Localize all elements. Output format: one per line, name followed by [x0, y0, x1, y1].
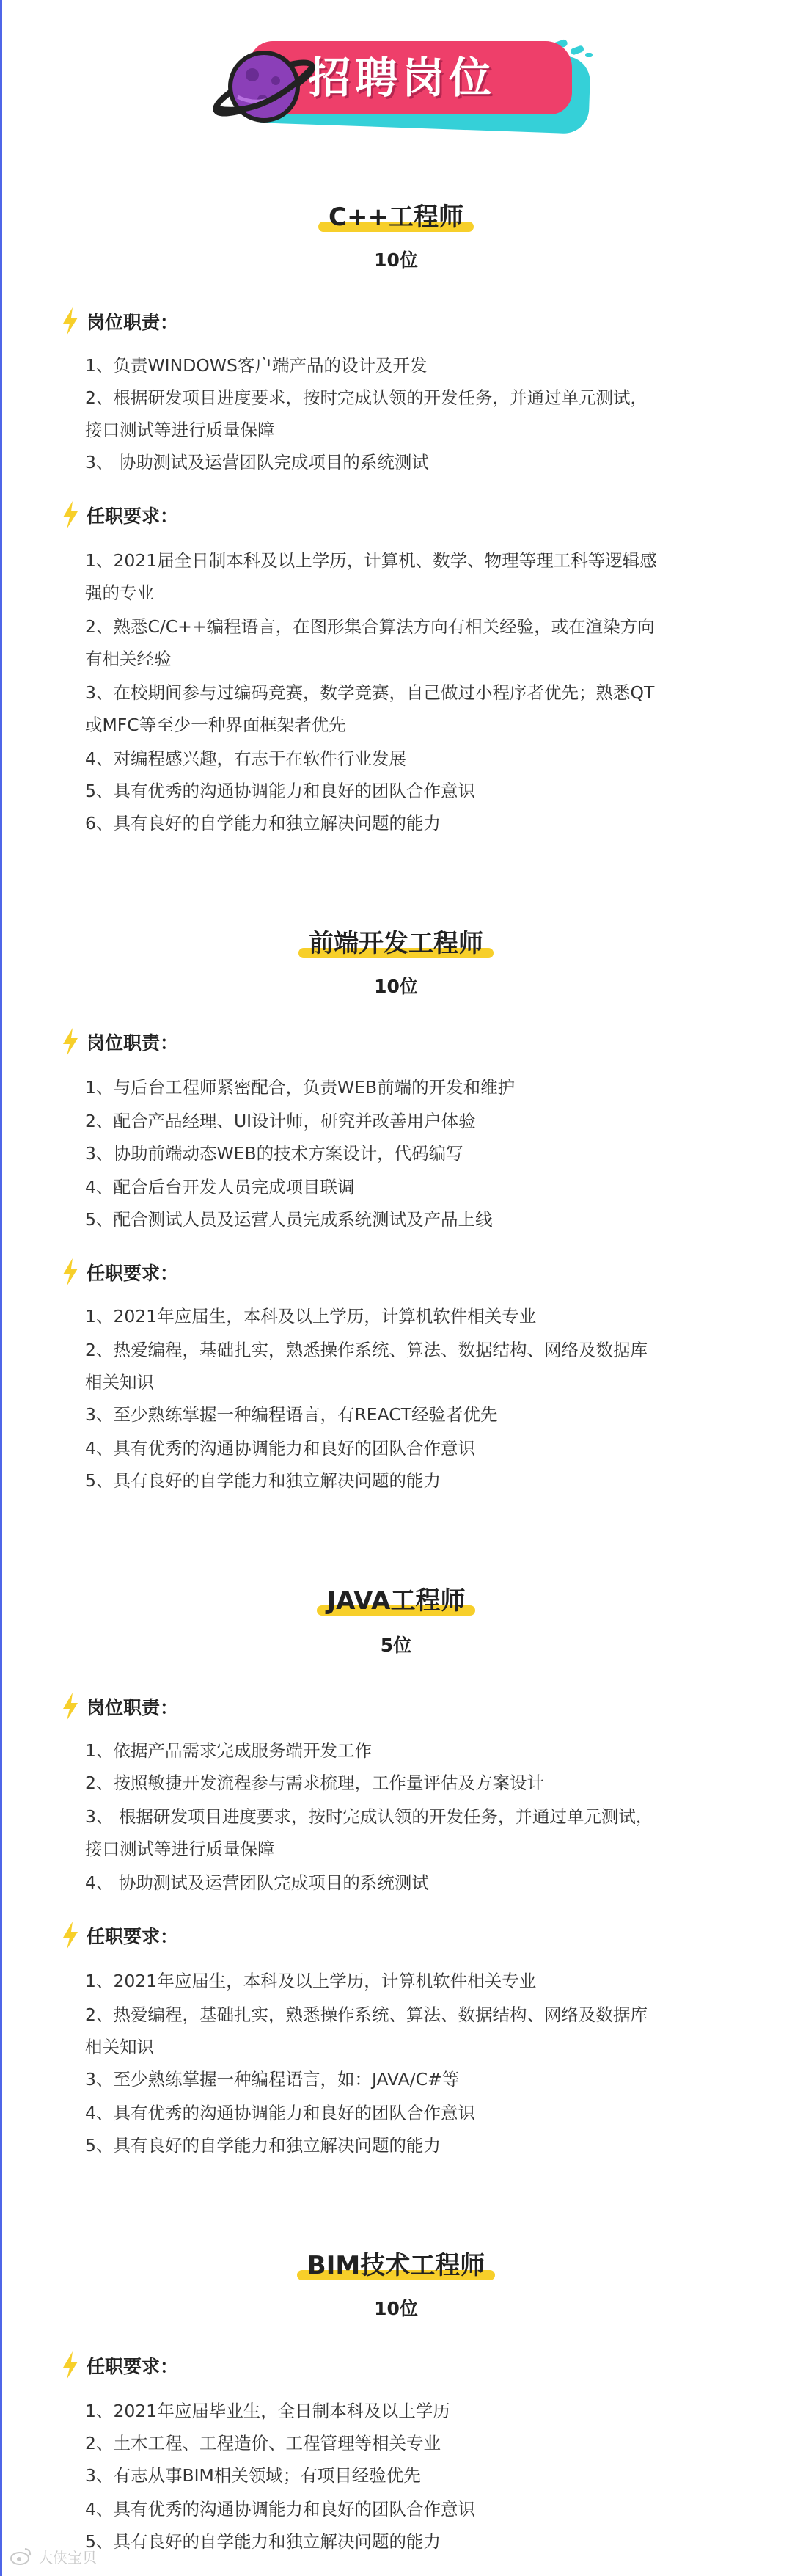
job-title-bim: BIM技术工程师	[0, 2250, 792, 2282]
list-item: 3、 根据研发项目进度要求，按时完成认领的开发任务，并通过单元测试，	[85, 1806, 653, 1827]
watermark-text: 大侠宝贝	[38, 2548, 97, 2566]
job-count-frontend: 10位	[374, 976, 418, 997]
job-title-frontend: 前端开发工程师	[0, 927, 792, 960]
list-item: 3、至少熟练掌握一种编程语言，有REACT经验者优先	[85, 1404, 498, 1425]
lightning-icon	[62, 2351, 79, 2379]
list-item: 2、热爱编程，基础扎实，熟悉操作系统、算法、数据结构、网络及数据库	[85, 1340, 648, 1360]
lightning-icon	[62, 1922, 79, 1949]
banner	[205, 29, 601, 139]
list-item: 4、具有优秀的沟通协调能力和良好的团队合作意识	[85, 2499, 475, 2520]
list-item: 3、协助前端动态WEB的技术方案设计，代码编写	[85, 1143, 463, 1164]
list-item: 接口测试等进行质量保障	[85, 420, 275, 440]
sub-head-duties-frontend: 岗位职责：	[62, 1027, 178, 1057]
sub-head-requirements-java: 任职要求：	[62, 1921, 178, 1950]
sub-head-duties-java: 岗位职责：	[62, 1692, 178, 1721]
lightning-icon	[62, 501, 79, 529]
list-item: 5、配合测试人员及运营人员完成系统测试及产品上线	[85, 1209, 493, 1230]
lightning-icon	[62, 307, 79, 335]
watermark	[10, 2544, 97, 2568]
list-item: 1、依据产品需求完成服务端开发工作	[85, 1740, 372, 1761]
left-edge-bar	[0, 0, 2, 2576]
sub-head-requirements-frontend: 任职要求：	[62, 1258, 178, 1287]
list-item: 2、土木工程、工程造价、工程管理等相关专业	[85, 2433, 441, 2453]
list-item: 或MFC等至少一种界面框架者优先	[85, 715, 346, 735]
job-count-bim: 10位	[374, 2298, 418, 2319]
list-item: 5、具有优秀的沟通协调能力和良好的团队合作意识	[85, 781, 475, 801]
list-item: 接口测试等进行质量保障	[85, 1839, 275, 1859]
banner-title: 招聘岗位	[308, 53, 496, 103]
weibo-logo-icon	[10, 2547, 32, 2566]
list-item: 6、具有良好的自学能力和独立解决问题的能力	[85, 813, 441, 833]
list-item: 3、 协助测试及运营团队完成项目的系统测试	[85, 452, 429, 472]
sub-head-duties-cpp: 岗位职责：	[62, 307, 178, 336]
lightning-icon	[62, 1693, 79, 1721]
list-item: 4、配合后台开发人员完成项目联调	[85, 1177, 355, 1197]
list-item: 1、2021年应届毕业生，全日制本科及以上学历	[85, 2401, 450, 2421]
list-item: 1、2021年应届生，本科及以上学历，计算机软件相关专业	[85, 1971, 537, 1991]
list-item: 4、对编程感兴趣，有志于在软件行业发展	[85, 748, 406, 769]
list-item: 2、热爱编程，基础扎实，熟悉操作系统、算法、数据结构、网络及数据库	[85, 2004, 648, 2025]
list-item: 5、具有良好的自学能力和独立解决问题的能力	[85, 2135, 441, 2156]
list-item: 5、具有良好的自学能力和独立解决问题的能力	[85, 1470, 441, 1491]
list-item: 相关知识	[85, 2037, 154, 2057]
sub-head-requirements-bim: 任职要求：	[62, 2351, 178, 2380]
lightning-icon	[62, 1028, 79, 1056]
list-item: 1、负责WINDOWS客户端产品的设计及开发	[85, 355, 428, 376]
list-item: 相关知识	[85, 1372, 154, 1393]
job-title-cpp: C++工程师	[0, 201, 792, 233]
job-count-java: 5位	[380, 1635, 412, 1656]
sub-head-requirements-cpp: 任职要求：	[62, 500, 178, 530]
list-item: 2、按照敏捷开发流程参与需求梳理，工作量评估及方案设计	[85, 1773, 544, 1793]
job-count-cpp: 10位	[374, 249, 418, 271]
list-item: 4、具有优秀的沟通协调能力和良好的团队合作意识	[85, 1438, 475, 1459]
list-item: 3、有志从事BIM相关领域；有项目经验优先	[85, 2465, 421, 2486]
list-item: 2、熟悉C/C++编程语言，在图形集合算法方向有相关经验，或在渲染方向	[85, 616, 655, 637]
list-item: 3、在校期间参与过编码竞赛，数学竞赛，自己做过小程序者优先；熟悉QT	[85, 682, 655, 703]
lightning-icon	[62, 1258, 79, 1286]
list-item: 1、2021年应届生，本科及以上学历，计算机软件相关专业	[85, 1306, 537, 1327]
list-item: 有相关经验	[85, 649, 172, 669]
job-title-java: JAVA工程师	[0, 1585, 792, 1617]
planet-icon	[205, 29, 323, 139]
list-item: 强的专业	[85, 583, 154, 603]
list-item: 5、具有良好的自学能力和独立解决问题的能力	[85, 2531, 441, 2552]
list-item: 1、与后台工程师紧密配合，负责WEB前端的开发和维护	[85, 1077, 516, 1098]
list-item: 2、配合产品经理、UI设计师，研究并改善用户体验	[85, 1111, 476, 1131]
list-item: 1、2021届全日制本科及以上学历，计算机、数学、物理等理工科等逻辑感	[85, 550, 657, 571]
list-item: 4、 协助测试及运营团队完成项目的系统测试	[85, 1872, 429, 1893]
list-item: 2、根据研发项目进度要求，按时完成认领的开发任务，并通过单元测试，	[85, 387, 648, 408]
list-item: 3、至少熟练掌握一种编程语言，如：JAVA/C#等	[85, 2069, 460, 2090]
list-item: 4、具有优秀的沟通协调能力和良好的团队合作意识	[85, 2103, 475, 2123]
